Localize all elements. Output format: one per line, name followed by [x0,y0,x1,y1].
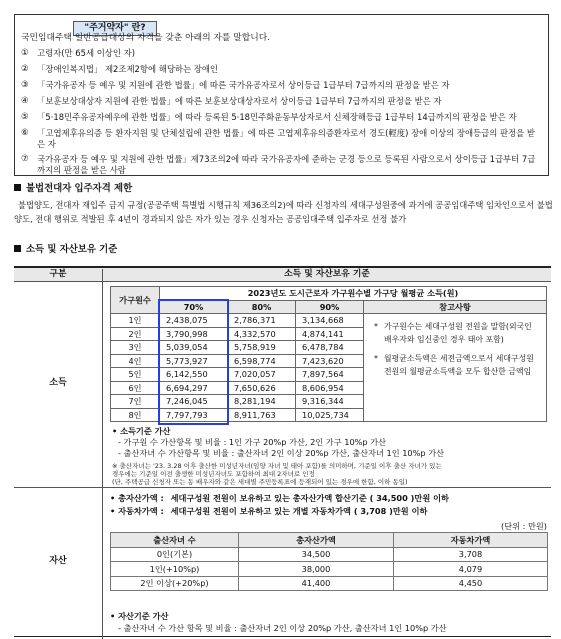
notes-header: 참고사항 [364,300,547,314]
household-size-header: 가구원수 [111,287,160,314]
asset-car-line [110,506,427,517]
income-fineprint-3: (단, 주택공급 신청자 또는 동 배우자와 같은 세대별 주민등록표에 등재되어 있는 경우에 한함, 이하 동일) [112,478,408,486]
income-addition-title: • 소득기준 가산 [112,426,171,436]
asset-car-value: 4,450 [394,576,548,591]
note-text: 월평균소득액은 세전금액으로서 세대구성원 전원의 월평균소득액을 모두 합산한 금액임 [384,354,534,376]
income-90pct: 3,134,668 [296,314,364,328]
row-label-income: 소득 [49,378,67,388]
asset-table [110,532,548,591]
row-label-asset: 자산 [49,556,67,566]
definition-item-text: 「보훈보상대상자 지원에 관한 법률」에 따른 보훈보상대상자로서 상이등급 1급부터 7급까지의 판정을 받은 자 [37,96,442,107]
pct-90-header: 90% [296,300,364,314]
income-80pct: 7,650,626 [228,381,296,395]
asset-total-text: 세대구성원 전원이 보유하고 있는 총자산가액 합산기준 ( 34,500 )만원 이하 [170,493,449,503]
income-70pct: 5,039,054 [160,341,228,355]
income-addition-line-1: - 가구원 수 가산항목 및 비율 : 1인 가구 20%p 가산, 2인 가구 10%p 가산 [118,437,387,447]
income-70pct: 6,694,297 [160,381,228,395]
asset-addition-line: - 출산자녀 수 가산 항목 및 비율 : 출산자녀 2인 이상 20%p 가산, 출산자녀 1인 10%p 가산 [118,623,447,633]
table-row [111,547,548,562]
income-90pct: 4,874,141 [296,327,364,341]
definition-tag: "주거약자" 란? [73,21,157,36]
note-item [374,352,540,378]
income-notes [364,314,547,422]
income-90pct: 7,423,620 [296,354,364,368]
income-table-title: 2023년도 도시근로자 가구원수별 가구당 월평균 소득(원) [160,287,547,301]
pct-70-header: 70% [160,300,228,314]
asset-total-value: 38,000 [239,562,394,577]
definition-list [21,48,542,181]
asset-total-value: 41,400 [239,576,394,591]
income-addition-title-text: 소득기준 가산 [120,426,171,436]
definition-item-number: ① [21,48,29,58]
asset-children-count: 0인(기본) [111,547,239,562]
income-90pct: 10,025,734 [296,408,364,422]
asset-children-count: 1인(+10%p) [111,562,239,577]
definition-item-number: ⑦ [21,154,29,165]
definition-item-text: 「장애인복지법」 제2조제2항에 해당하는 장애인 [37,64,219,75]
income-70pct: 2,438,075 [160,314,228,328]
definition-item-text: 「5·18민주유공자예우에 관한 법률」에 따라 등록된 5·18민주화운동부상자로서 신체장해등급 1급부터 14급까지의 판정을 받은 자 [37,112,517,123]
income-80pct: 4,332,570 [228,327,296,341]
asset-total-value: 34,500 [239,547,394,562]
header-content: 소득 및 자산보유 기준 [102,269,551,282]
header-category: 구분 [49,269,67,279]
note-item [374,320,540,346]
definition-item [21,64,542,75]
income-addition-line-2: - 출산자녀 수 가산항목 및 비율 : 출산자녀 2인 이상 20%p 가산, 출산자녀 1인 10%p 가산 [118,448,445,458]
section-title: 소득 및 자산보유 기준 [26,244,118,255]
income-fineprint-2: 경우에는 기준일 이전 출생한 미성년자녀도 포함하여 최대 2자녀로 인정 [112,470,315,478]
definition-item [21,48,542,59]
section-heading-illegal-sublease [14,183,132,195]
asset-car-value: 4,079 [394,562,548,577]
definition-item-number: ⑥ [21,128,29,139]
asset-car-text: 세대구성원 전원이 보유하고 있는 개별 자동차가액 ( 3,708 )만원 이하 [170,506,428,516]
asset-header-children: 출산자녀 수 [111,533,239,548]
pct-80-header: 80% [228,300,296,314]
income-asset-table [14,266,551,637]
table-header [14,268,551,282]
household-size: 6인 [111,381,160,395]
definition-item-number: ③ [21,80,29,91]
definition-item [21,128,542,149]
illegal-sublease-paragraph: 불법양도, 전대자 재입주 금지 규정(공공주택 특별법 시행규칙 제36조의2)에 따라 신청자의 세대구성원중에 과거에 공공임대주택 임차인으로서 불법양도, 전대 행위로 적발된 후 4년이 경과되지 않은 자가 있는 경우 신청자는 공공임대주택 입주자로 선정 불가 [14,200,553,224]
income-70pct: 5,773,927 [160,354,228,368]
income-80pct: 8,281,194 [228,395,296,409]
household-size: 4인 [111,354,160,368]
household-size: 1인 [111,314,160,328]
asset-children-count: 2인 이상(+20%p) [111,576,239,591]
note-text: 가구원수는 세대구성원 전원을 말함(외국인 배우자와 임신중인 경우 태아 포함) [384,322,532,344]
asset-car-label: • 자동차가액 : [110,506,164,516]
elderly-definition-box [14,14,549,176]
asset-total-line [110,493,449,504]
household-size: 3인 [111,341,160,355]
income-80pct: 5,758,919 [228,341,296,355]
note-symbol: * [374,322,378,331]
income-80pct: 2,786,371 [228,314,296,328]
household-size: 5인 [111,368,160,382]
section-title: 불법전대자 입주자격 제한 [26,183,133,194]
household-size: 8인 [111,408,160,422]
asset-addition-title: • 자산기준 가산 [110,611,169,621]
table-row [111,314,547,328]
definition-item-text: 「고엽제후유의증 등 환자지원 및 단체설립에 관한 법률」에 따른 고엽제후유의증환자로서 경도(輕度) 장애 이상의 장애등급의 판정을 받은 자 [37,128,535,149]
asset-header-total: 총자산가액 [239,533,394,548]
income-90pct: 8,606,954 [296,381,364,395]
definition-item [21,154,542,175]
definition-item [21,96,542,107]
definition-item [21,112,542,123]
household-size: 7인 [111,395,160,409]
square-bullet-icon [14,184,21,191]
income-70pct: 7,797,793 [160,408,228,422]
income-table [110,286,547,422]
table-row [111,562,548,577]
definition-item-number: ② [21,64,29,75]
income-70pct: 7,246,045 [160,395,228,409]
asset-car-value: 3,708 [394,547,548,562]
definition-item-text: 국가유공자 등 예우 및 지원에 관한 법률」제73조의2에 따라 국가유공자에 준하는 군경 등으로 등록된 사람으로서 상이등급 1급부터 7급까지의 판정을 받은 사람 [37,154,536,175]
definition-item-text: 「국가유공자 등 예우 및 지원에 관한 법률」에 따른 국가유공자로서 상이등급 1급부터 7급까지의 판정을 받은 자 [37,80,450,91]
income-90pct: 6,478,784 [296,341,364,355]
definition-intro: 국민임대주택 일반공급대상의 자격을 갖춘 아래의 자를 말합니다. [21,33,271,43]
definition-item-text: 고령자(만 65세 이상인 자) [37,48,135,58]
table-row [111,576,548,591]
income-fineprint-1: ※ 출산자녀는 '23. 3.28 이후 출산한 미성년자녀(임양 자녀 및 태아 포함)를 의미하며, 기준일 이후 출산 자녀가 있는 [112,462,442,470]
note-symbol: * [374,354,378,363]
definition-item-number: ④ [21,96,29,107]
income-80pct: 8,911,763 [228,408,296,422]
asset-total-label: • 총자산가액 : [110,493,164,503]
household-size: 2인 [111,327,160,341]
income-70pct: 3,790,998 [160,327,228,341]
column-divider [102,282,103,639]
income-80pct: 7,020,057 [228,368,296,382]
income-90pct: 9,316,344 [296,395,364,409]
definition-item-number: ⑤ [21,112,29,123]
row-divider [14,487,551,488]
section-heading-income-asset [14,244,117,256]
square-bullet-icon [14,245,21,252]
income-70pct: 6,142,550 [160,368,228,382]
definition-item [21,80,542,91]
asset-unit-label: (단위 : 만원) [501,521,547,531]
income-90pct: 7,897,564 [296,368,364,382]
income-80pct: 6,598,774 [228,354,296,368]
asset-header-car: 자동차가액 [394,533,548,548]
